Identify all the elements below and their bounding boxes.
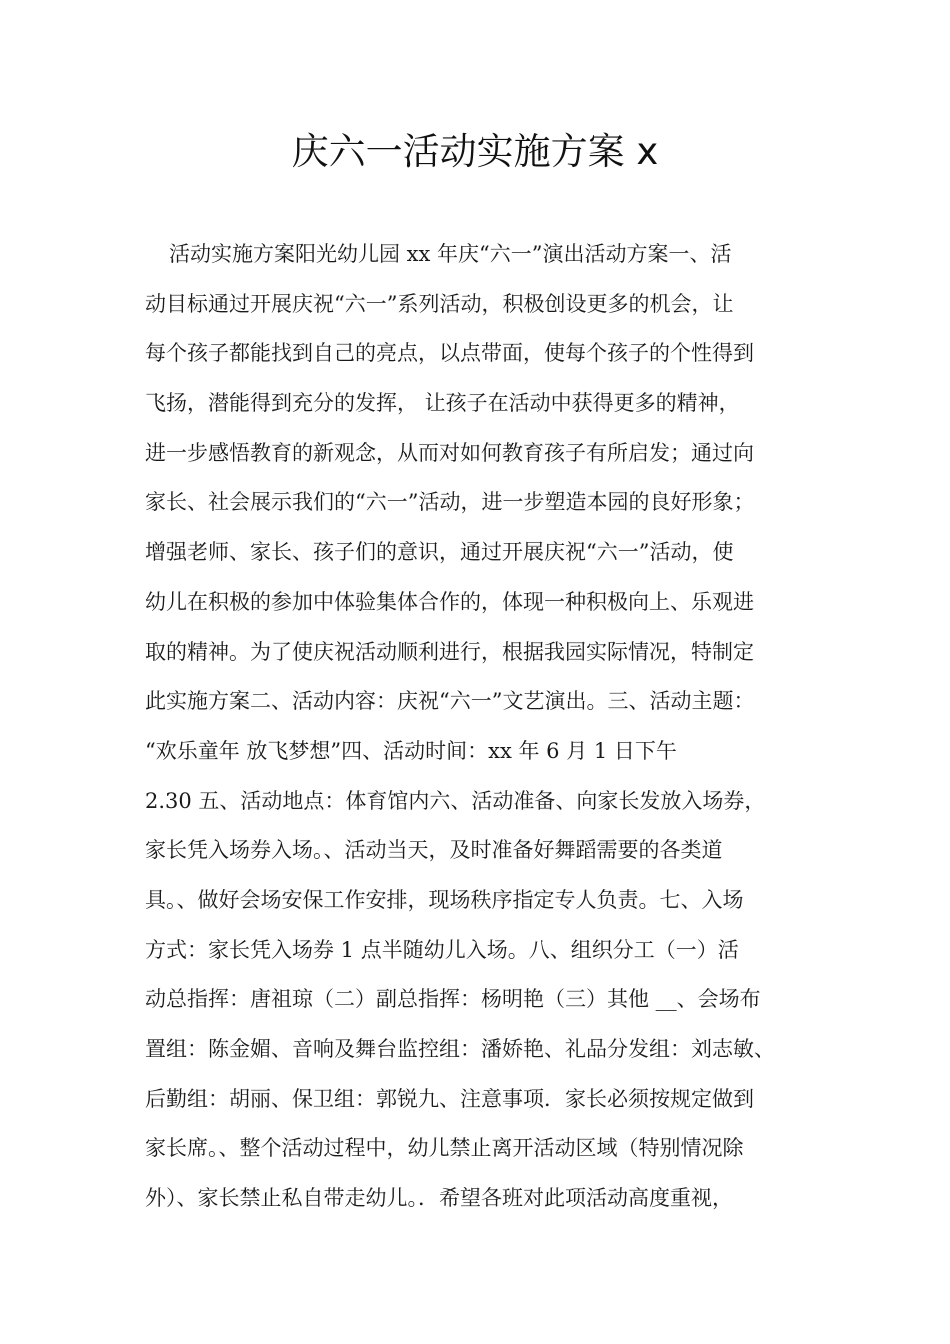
document-title: 庆六一活动实施方案 x [291, 130, 659, 173]
body-line: 此实施方案二、活动内容：庆祝“六一”文艺演出。三、活动主题： [145, 689, 755, 714]
body-line: 每个孩子都能找到自己的亮点，以点带面，使每个孩子的个性得到 [145, 341, 754, 366]
body-line: 2.30 五、活动地点：体育馆内六、活动准备、向家长发放入场券， [145, 788, 766, 813]
body-line: 后勤组：胡丽、保卫组：郭锐九、注意事项．家长必须按规定做到 [145, 1086, 754, 1111]
body-line: 具。、做好会场安保工作安排，现场秩序指定专人负责。七、入场 [145, 887, 744, 912]
body-line: 动目标通过开展庆祝“六一”系列活动，积极创设更多的机会，让 [145, 291, 734, 316]
body-line: 家长席。、整个活动过程中，幼儿禁止离开活动区域（特别情况除 [145, 1136, 744, 1161]
document-body [145, 230, 845, 1224]
body-line: 取的精神。为了使庆祝活动顺利进行，根据我园实际情况，特制定 [145, 639, 754, 664]
body-line: 置组：陈金媚、音响及舞台监控组：潘娇艳、礼品分发组：刘志敏、 [145, 1037, 775, 1061]
body-line: 家长、社会展示我们的“六一”活动，进一步塑造本园的良好形象； [145, 490, 755, 515]
body-line: 动总指挥：唐祖琼（二）副总指挥：杨明艳（三）其他 __、会场布 [145, 987, 761, 1012]
body-line: 飞扬，潜能得到充分的发挥， 让孩子在活动中获得更多的精神， [145, 391, 740, 416]
body-line: 进一步感悟教育的新观念，从而对如何教育孩子有所启发；通过向 [145, 440, 754, 465]
body-line: 活动实施方案阳光幼儿园 xx 年庆“六一”演出活动方案一、活 [169, 242, 732, 266]
body-line: “欢乐童年 放飞梦想”四、活动时间：xx 年 6 月 1 日下午 [145, 738, 677, 763]
body-line: 家长凭入场券入场。、活动当天，及时准备好舞蹈需要的各类道 [145, 838, 723, 863]
body-line: 幼儿在积极的参加中体验集体合作的，体现一种积极向上、乐观进 [145, 589, 754, 614]
body-line: 外）、家长禁止私自带走幼儿。．希望各班对此项活动高度重视， [145, 1186, 733, 1211]
body-line: 方式：家长凭入场券 1 点半随幼儿入场。八、组织分工（一）活 [145, 937, 739, 962]
body-line: 增强老师、家长、孩子们的意识，通过开展庆祝“六一”活动，使 [145, 540, 734, 565]
